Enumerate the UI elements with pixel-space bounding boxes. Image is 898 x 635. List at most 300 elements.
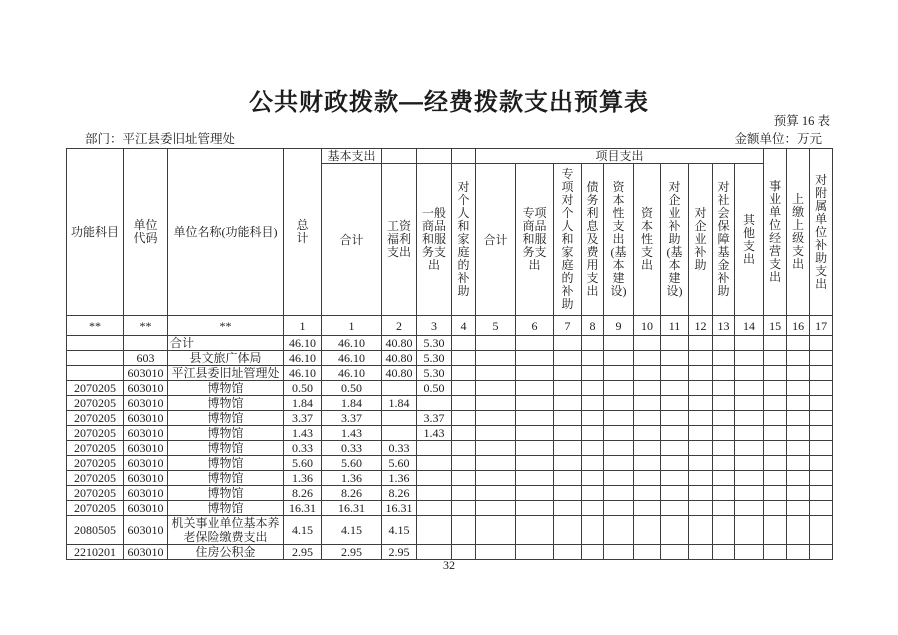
- cell-value: [452, 486, 476, 501]
- cell-value: 4.15: [284, 516, 322, 545]
- cell-value: [661, 351, 689, 366]
- cell-value: [634, 486, 661, 501]
- column-code: 15: [764, 316, 787, 336]
- cell-value: [713, 471, 735, 486]
- cell-value: 2.95: [382, 545, 417, 560]
- cell-value: [713, 411, 735, 426]
- cell-value: [661, 516, 689, 545]
- cell-value: [417, 396, 452, 411]
- cell-function-code: 2070205: [67, 501, 124, 516]
- table-row: [67, 516, 833, 545]
- col-header-remit-superior: 上缴上级支出: [787, 149, 810, 316]
- cell-value: [516, 366, 554, 381]
- cell-value: 46.10: [284, 336, 322, 351]
- cell-value: [689, 411, 713, 426]
- cell-value: [417, 501, 452, 516]
- cell-value: [476, 366, 516, 381]
- cell-value: [735, 501, 764, 516]
- cell-value: [735, 516, 764, 545]
- cell-value: [810, 396, 833, 411]
- cell-value: [810, 351, 833, 366]
- cell-value: [634, 381, 661, 396]
- cell-value: [634, 411, 661, 426]
- cell-value: 5.60: [284, 456, 322, 471]
- cell-value: 46.10: [284, 351, 322, 366]
- cell-value: [810, 426, 833, 441]
- cell-value: 40.80: [382, 351, 417, 366]
- cell-value: [476, 456, 516, 471]
- cell-value: [689, 486, 713, 501]
- cell-value: 1.84: [284, 396, 322, 411]
- col-header-project-total: 合计: [476, 164, 516, 316]
- cell-value: [787, 336, 810, 351]
- cell-value: [661, 456, 689, 471]
- cell-unit-name: 博物馆: [168, 471, 284, 486]
- cell-value: [452, 456, 476, 471]
- cell-value: [810, 381, 833, 396]
- cell-value: [417, 456, 452, 471]
- col-header-function-subject: 功能科目: [67, 149, 124, 316]
- cell-value: [554, 486, 582, 501]
- cell-value: [810, 336, 833, 351]
- cell-value: [604, 501, 634, 516]
- group-header-basic-expenditure: 基本支出: [322, 149, 382, 164]
- cell-value: 5.30: [417, 351, 452, 366]
- cell-value: [516, 381, 554, 396]
- cell-unit-name: 博物馆: [168, 396, 284, 411]
- cell-value: [764, 426, 787, 441]
- cell-unit-name: 博物馆: [168, 426, 284, 441]
- cell-value: [604, 516, 634, 545]
- cell-value: [713, 336, 735, 351]
- column-code: 12: [689, 316, 713, 336]
- cell-value: [689, 351, 713, 366]
- cell-function-code: 2070205: [67, 381, 124, 396]
- column-code: 13: [713, 316, 735, 336]
- cell-value: [787, 486, 810, 501]
- cell-value: [689, 501, 713, 516]
- cell-value: [810, 411, 833, 426]
- cell-value: 40.80: [382, 366, 417, 381]
- cell-value: 0.33: [322, 441, 382, 456]
- cell-unit-code: 603010: [124, 381, 168, 396]
- cell-value: [604, 411, 634, 426]
- cell-value: 0.50: [417, 381, 452, 396]
- cell-value: [582, 471, 604, 486]
- cell-unit-name: 博物馆: [168, 486, 284, 501]
- cell-value: [735, 471, 764, 486]
- cell-value: 1.36: [284, 471, 322, 486]
- cell-value: [554, 471, 582, 486]
- table-body: [67, 336, 833, 560]
- column-code: 10: [634, 316, 661, 336]
- cell-value: [476, 501, 516, 516]
- cell-value: [604, 471, 634, 486]
- cell-value: [689, 366, 713, 381]
- cell-value: [452, 411, 476, 426]
- cell-value: [554, 456, 582, 471]
- cell-value: [452, 471, 476, 486]
- cell-value: [554, 516, 582, 545]
- cell-value: 0.33: [284, 441, 322, 456]
- cell-function-code: [67, 336, 124, 351]
- cell-value: [417, 516, 452, 545]
- cell-value: [735, 426, 764, 441]
- cell-value: [582, 516, 604, 545]
- cell-value: 0.33: [382, 441, 417, 456]
- cell-value: [810, 471, 833, 486]
- cell-value: 5.30: [417, 366, 452, 381]
- cell-value: [582, 456, 604, 471]
- cell-value: [604, 486, 634, 501]
- cell-value: [787, 441, 810, 456]
- cell-value: [634, 366, 661, 381]
- col-header-other-expenditure: 其他支出: [735, 164, 764, 316]
- cell-value: 2.95: [322, 545, 382, 560]
- cell-value: 8.26: [322, 486, 382, 501]
- amount-unit-label: 金额单位：万元: [734, 132, 822, 146]
- cell-value: [764, 456, 787, 471]
- table-row: [67, 456, 833, 471]
- cell-value: [764, 486, 787, 501]
- col-header-debt-interest: 债务利息及费用支出: [582, 164, 604, 316]
- cell-value: [476, 516, 516, 545]
- cell-value: [713, 441, 735, 456]
- cell-value: 5.30: [417, 336, 452, 351]
- cell-unit-code: 603010: [124, 366, 168, 381]
- cell-value: 40.80: [382, 336, 417, 351]
- cell-unit-code: [124, 336, 168, 351]
- cell-unit-code: 603010: [124, 516, 168, 545]
- cell-value: [661, 381, 689, 396]
- cell-value: [689, 441, 713, 456]
- cell-function-code: 2070205: [67, 456, 124, 471]
- table-row: [67, 501, 833, 516]
- column-code: **: [67, 316, 124, 336]
- cell-unit-code: 603010: [124, 456, 168, 471]
- empty-header-cell: [417, 149, 452, 164]
- cell-value: 3.37: [417, 411, 452, 426]
- cell-value: 1.43: [417, 426, 452, 441]
- column-code: 17: [810, 316, 833, 336]
- cell-value: [516, 396, 554, 411]
- cell-value: [382, 381, 417, 396]
- cell-value: [516, 426, 554, 441]
- cell-value: [713, 486, 735, 501]
- column-code: 3: [417, 316, 452, 336]
- cell-value: [661, 441, 689, 456]
- cell-value: [604, 366, 634, 381]
- empty-header-cell: [452, 149, 476, 164]
- cell-value: [735, 411, 764, 426]
- cell-value: [713, 381, 735, 396]
- cell-value: [452, 501, 476, 516]
- cell-value: 3.37: [322, 411, 382, 426]
- cell-value: [735, 351, 764, 366]
- cell-unit-code: 603010: [124, 396, 168, 411]
- column-code: 14: [735, 316, 764, 336]
- cell-value: [661, 396, 689, 411]
- cell-value: [689, 471, 713, 486]
- cell-value: 3.37: [284, 411, 322, 426]
- cell-value: 46.10: [284, 366, 322, 381]
- cell-value: [516, 471, 554, 486]
- column-code: 2: [382, 316, 417, 336]
- cell-value: [787, 516, 810, 545]
- cell-value: 16.31: [322, 501, 382, 516]
- col-header-unit-code: 单位代码: [124, 149, 168, 316]
- cell-value: [810, 441, 833, 456]
- cell-value: [417, 471, 452, 486]
- col-header-social-security-fund-subsidy: 对社会保障基金补助: [713, 164, 735, 316]
- cell-value: [713, 501, 735, 516]
- cell-value: [634, 471, 661, 486]
- column-code: 16: [787, 316, 810, 336]
- col-header-unit-name: 单位名称(功能科目): [168, 149, 284, 316]
- column-code: 5: [476, 316, 516, 336]
- col-header-enterprise-subsidy-basic-construction: 对企业补助(基本建设): [661, 164, 689, 316]
- cell-value: [452, 441, 476, 456]
- cell-value: [787, 456, 810, 471]
- cell-value: [810, 486, 833, 501]
- cell-value: 46.10: [322, 336, 382, 351]
- cell-value: [787, 471, 810, 486]
- cell-value: [713, 426, 735, 441]
- budget-table: [66, 148, 833, 560]
- cell-unit-code: 603010: [124, 545, 168, 560]
- cell-value: [554, 396, 582, 411]
- cell-unit-code: 603: [124, 351, 168, 366]
- table-row: [67, 351, 833, 366]
- cell-value: [735, 486, 764, 501]
- cell-value: [516, 411, 554, 426]
- cell-value: [417, 486, 452, 501]
- cell-value: [634, 501, 661, 516]
- column-code: 8: [582, 316, 604, 336]
- cell-function-code: 2070205: [67, 411, 124, 426]
- group-header-project-expenditure: 项目支出: [476, 149, 764, 164]
- cell-value: [476, 426, 516, 441]
- col-header-affiliated-subsidy: 对附属单位补助支出: [810, 149, 833, 316]
- cell-value: 4.15: [322, 516, 382, 545]
- cell-value: 16.31: [284, 501, 322, 516]
- cell-unit-code: 603010: [124, 426, 168, 441]
- cell-value: [764, 516, 787, 545]
- cell-value: 1.84: [322, 396, 382, 411]
- cell-value: [689, 516, 713, 545]
- cell-unit-code: 603010: [124, 411, 168, 426]
- cell-function-code: [67, 366, 124, 381]
- cell-value: [689, 396, 713, 411]
- meta-row: [66, 129, 822, 147]
- cell-value: [452, 366, 476, 381]
- cell-value: [554, 366, 582, 381]
- column-code: 9: [604, 316, 634, 336]
- cell-value: [634, 441, 661, 456]
- cell-value: [787, 381, 810, 396]
- cell-value: [417, 441, 452, 456]
- cell-value: [810, 456, 833, 471]
- cell-unit-name: 博物馆: [168, 381, 284, 396]
- col-header-goods-services: 一般商品和服务支出: [417, 164, 452, 316]
- cell-value: [452, 516, 476, 545]
- header-code-row: [67, 316, 833, 336]
- cell-value: [554, 501, 582, 516]
- cell-value: 1.43: [284, 426, 322, 441]
- cell-value: 1.43: [322, 426, 382, 441]
- page-number: 32: [443, 558, 455, 572]
- column-code: **: [168, 316, 284, 336]
- cell-value: [713, 516, 735, 545]
- cell-value: [735, 336, 764, 351]
- cell-value: [582, 396, 604, 411]
- cell-value: [476, 411, 516, 426]
- cell-value: [604, 336, 634, 351]
- cell-value: [764, 351, 787, 366]
- cell-value: [661, 366, 689, 381]
- cell-value: [604, 426, 634, 441]
- cell-value: 1.84: [382, 396, 417, 411]
- col-header-basic-total: 合计: [322, 164, 382, 316]
- department-label: 部门：平江县委旧址管理处: [85, 132, 236, 146]
- cell-value: 1.36: [322, 471, 382, 486]
- table-row: [67, 471, 833, 486]
- cell-unit-name: 县文旅广体局: [168, 351, 284, 366]
- cell-unit-code: 603010: [124, 501, 168, 516]
- cell-value: [787, 426, 810, 441]
- cell-value: [764, 396, 787, 411]
- cell-value: [582, 441, 604, 456]
- col-header-special-goods-services: 专项商品和服务支出: [516, 164, 554, 316]
- cell-unit-name: 住房公积金: [168, 545, 284, 560]
- cell-unit-code: 603010: [124, 486, 168, 501]
- cell-value: [634, 396, 661, 411]
- cell-value: [713, 396, 735, 411]
- cell-value: [810, 516, 833, 545]
- cell-value: 8.26: [382, 486, 417, 501]
- cell-function-code: 2070205: [67, 426, 124, 441]
- col-header-wage-welfare: 工资福利支出: [382, 164, 417, 316]
- cell-value: [735, 396, 764, 411]
- cell-value: 46.10: [322, 366, 382, 381]
- cell-value: [735, 441, 764, 456]
- cell-value: [787, 396, 810, 411]
- cell-value: [713, 456, 735, 471]
- cell-value: [634, 336, 661, 351]
- cell-value: [582, 351, 604, 366]
- cell-value: [582, 486, 604, 501]
- cell-value: 0.50: [284, 381, 322, 396]
- col-header-grand-total: 总计: [284, 149, 322, 316]
- cell-value: [582, 336, 604, 351]
- table-row: [67, 336, 833, 351]
- cell-value: [516, 441, 554, 456]
- cell-unit-name: 平江县委旧址管理处: [168, 366, 284, 381]
- cell-value: [634, 426, 661, 441]
- cell-value: [810, 366, 833, 381]
- cell-value: [476, 486, 516, 501]
- cell-value: [634, 516, 661, 545]
- cell-value: [735, 366, 764, 381]
- cell-value: [661, 501, 689, 516]
- cell-value: [516, 501, 554, 516]
- col-header-enterprise-subsidy: 对企业补助: [689, 164, 713, 316]
- cell-value: [554, 426, 582, 441]
- cell-value: [661, 411, 689, 426]
- column-code: 1: [322, 316, 382, 336]
- table-row: [67, 411, 833, 426]
- cell-value: [554, 336, 582, 351]
- cell-value: [764, 336, 787, 351]
- empty-header-cell: [382, 149, 417, 164]
- cell-value: [661, 486, 689, 501]
- cell-value: [689, 426, 713, 441]
- cell-value: [764, 381, 787, 396]
- col-header-special-individual-family-subsidy: 专项对个人和家庭的补助: [554, 164, 582, 316]
- cell-value: [735, 381, 764, 396]
- cell-function-code: 2210201: [67, 545, 124, 560]
- cell-value: [582, 501, 604, 516]
- cell-value: [452, 336, 476, 351]
- cell-value: [661, 471, 689, 486]
- cell-unit-name: 博物馆: [168, 441, 284, 456]
- col-header-individual-family-subsidy: 对个人和家庭的补助: [452, 164, 476, 316]
- cell-value: [764, 366, 787, 381]
- cell-value: [764, 441, 787, 456]
- cell-function-code: 2070205: [67, 396, 124, 411]
- cell-value: [689, 456, 713, 471]
- cell-value: [382, 426, 417, 441]
- cell-value: [604, 396, 634, 411]
- header-group-row: [67, 149, 833, 164]
- cell-value: 46.10: [322, 351, 382, 366]
- cell-value: [452, 396, 476, 411]
- cell-value: [476, 336, 516, 351]
- cell-value: [554, 411, 582, 426]
- col-header-business-operation: 事业单位经营支出: [764, 149, 787, 316]
- cell-value: [476, 396, 516, 411]
- cell-unit-code: 603010: [124, 441, 168, 456]
- cell-value: [661, 426, 689, 441]
- cell-value: [516, 351, 554, 366]
- column-code: 4: [452, 316, 476, 336]
- cell-value: [810, 501, 833, 516]
- page-title: 公共财政拨款—经费拨款支出预算表: [249, 89, 649, 116]
- cell-value: [582, 426, 604, 441]
- cell-value: [516, 336, 554, 351]
- cell-unit-code: 603010: [124, 471, 168, 486]
- cell-value: [516, 486, 554, 501]
- cell-function-code: 2070205: [67, 471, 124, 486]
- table-row: [67, 441, 833, 456]
- cell-value: 0.50: [322, 381, 382, 396]
- cell-value: [452, 351, 476, 366]
- column-code: **: [124, 316, 168, 336]
- cell-value: [516, 456, 554, 471]
- cell-value: [452, 426, 476, 441]
- cell-value: [713, 366, 735, 381]
- table-row: [67, 486, 833, 501]
- cell-value: [582, 411, 604, 426]
- cell-unit-name: 机关事业单位基本养老保险缴费支出: [168, 516, 284, 545]
- column-code: 1: [284, 316, 322, 336]
- table-row: [67, 426, 833, 441]
- table-row: [67, 366, 833, 381]
- cell-value: [554, 381, 582, 396]
- cell-unit-name: 博物馆: [168, 411, 284, 426]
- cell-unit-name: 博物馆: [168, 456, 284, 471]
- cell-value: [634, 456, 661, 471]
